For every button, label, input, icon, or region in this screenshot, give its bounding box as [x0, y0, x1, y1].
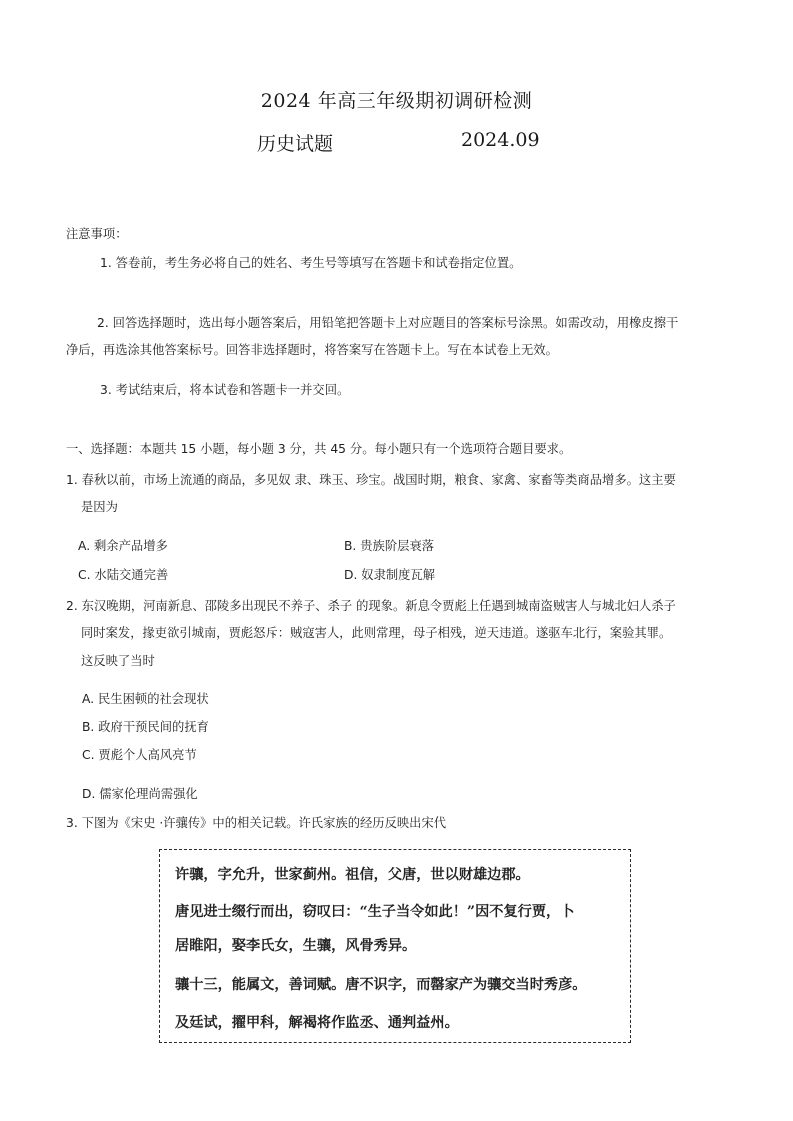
question-1-option-c: C. 水陆交通完善 — [78, 568, 169, 582]
question-2-option-d: D. 儒家伦理尚需强化 — [82, 787, 198, 801]
question-2-option-b: B. 政府干预民间的抚育 — [82, 720, 209, 734]
notice-heading: 注意事项： — [66, 227, 128, 241]
question-1-option-d: D. 奴隶制度瓦解 — [344, 568, 436, 582]
exam-subject: 历史试题 — [257, 133, 334, 155]
question-2-stem-line-3: 这反映了当时 — [81, 654, 155, 668]
quote-line-4: 骧十三，能属文，善词赋。唐不识字，而罄家产为骧交当时秀彦。 — [175, 977, 587, 993]
question-2-stem-line-2: 同时案发，掾吏欲引城南，贾彪怒斥：贼寇害人，此则常理，母子相残，逆天违道。遂驱车北行，案验其罪。 — [81, 626, 672, 640]
exam-title: 2024 年高三年级期初调研检测 — [260, 90, 533, 112]
exam-date: 2024.09 — [461, 129, 540, 151]
question-1-stem-line-1: 1. 春秋以前，市场上流通的商品，多见奴 隶、珠玉、珍宝。战国时期，粮食、家禽、家畜等类商品增多。这主要 — [66, 473, 676, 487]
quote-line-5: 及廷试，擢甲科，解褐将作监丞、通判益州。 — [175, 1015, 459, 1031]
question-1-stem-line-2: 是因为 — [81, 500, 118, 514]
question-2-option-a: A. 民生困顿的社会现状 — [82, 692, 209, 706]
notice-item-2-line-2: 净后，再选涂其他答案标号。回答非选择题时，将答案写在答题卡上。写在本试卷上无效。 — [66, 343, 558, 357]
notice-item-2-line-1: 2. 回答选择题时，选出每小题答案后，用铅笔把答题卡上对应题目的答案标号涂黑。如需改动，用橡皮擦干 — [97, 316, 679, 330]
notice-item-1: 1. 答卷前，考生务必将自己的姓名、考生号等填写在答题卡和试卷指定位置。 — [100, 256, 522, 270]
section-1-heading: 一、选择题：本题共 15 小题，每小题 3 分，共 45 分。每小题只有一个选项符合题目要求。 — [66, 442, 572, 456]
quote-line-1: 许骧，字允升，世家蓟州。祖信，父唐，世以财雄边郡。 — [175, 867, 530, 883]
notice-item-3: 3. 考试结束后，将本试卷和答题卡一并交回。 — [100, 383, 350, 397]
question-2-stem-line-1: 2. 东汉晚期，河南新息、邵陵多出现民不养子、杀子 的现象。新息令贾彪上任遇到城南盗贼害人与城北妇人杀子 — [66, 599, 676, 613]
quote-line-3: 居睢阳，娶李氏女，生骧，风骨秀异。 — [175, 938, 417, 954]
quote-line-2: 唐见进士缀行而出，窃叹曰：“生子当令如此！”因不复行贾，卜 — [175, 904, 575, 920]
question-3-stem: 3. 下图为《宋史 ·许骧传》中的相关记载。许氏家族的经历反映出宋代 — [66, 816, 447, 830]
question-1-option-a: A. 剩余产品增多 — [78, 539, 168, 553]
question-2-option-c: C. 贾彪个人高风亮节 — [82, 748, 197, 762]
question-1-option-b: B. 贵族阶层衰落 — [344, 539, 435, 553]
